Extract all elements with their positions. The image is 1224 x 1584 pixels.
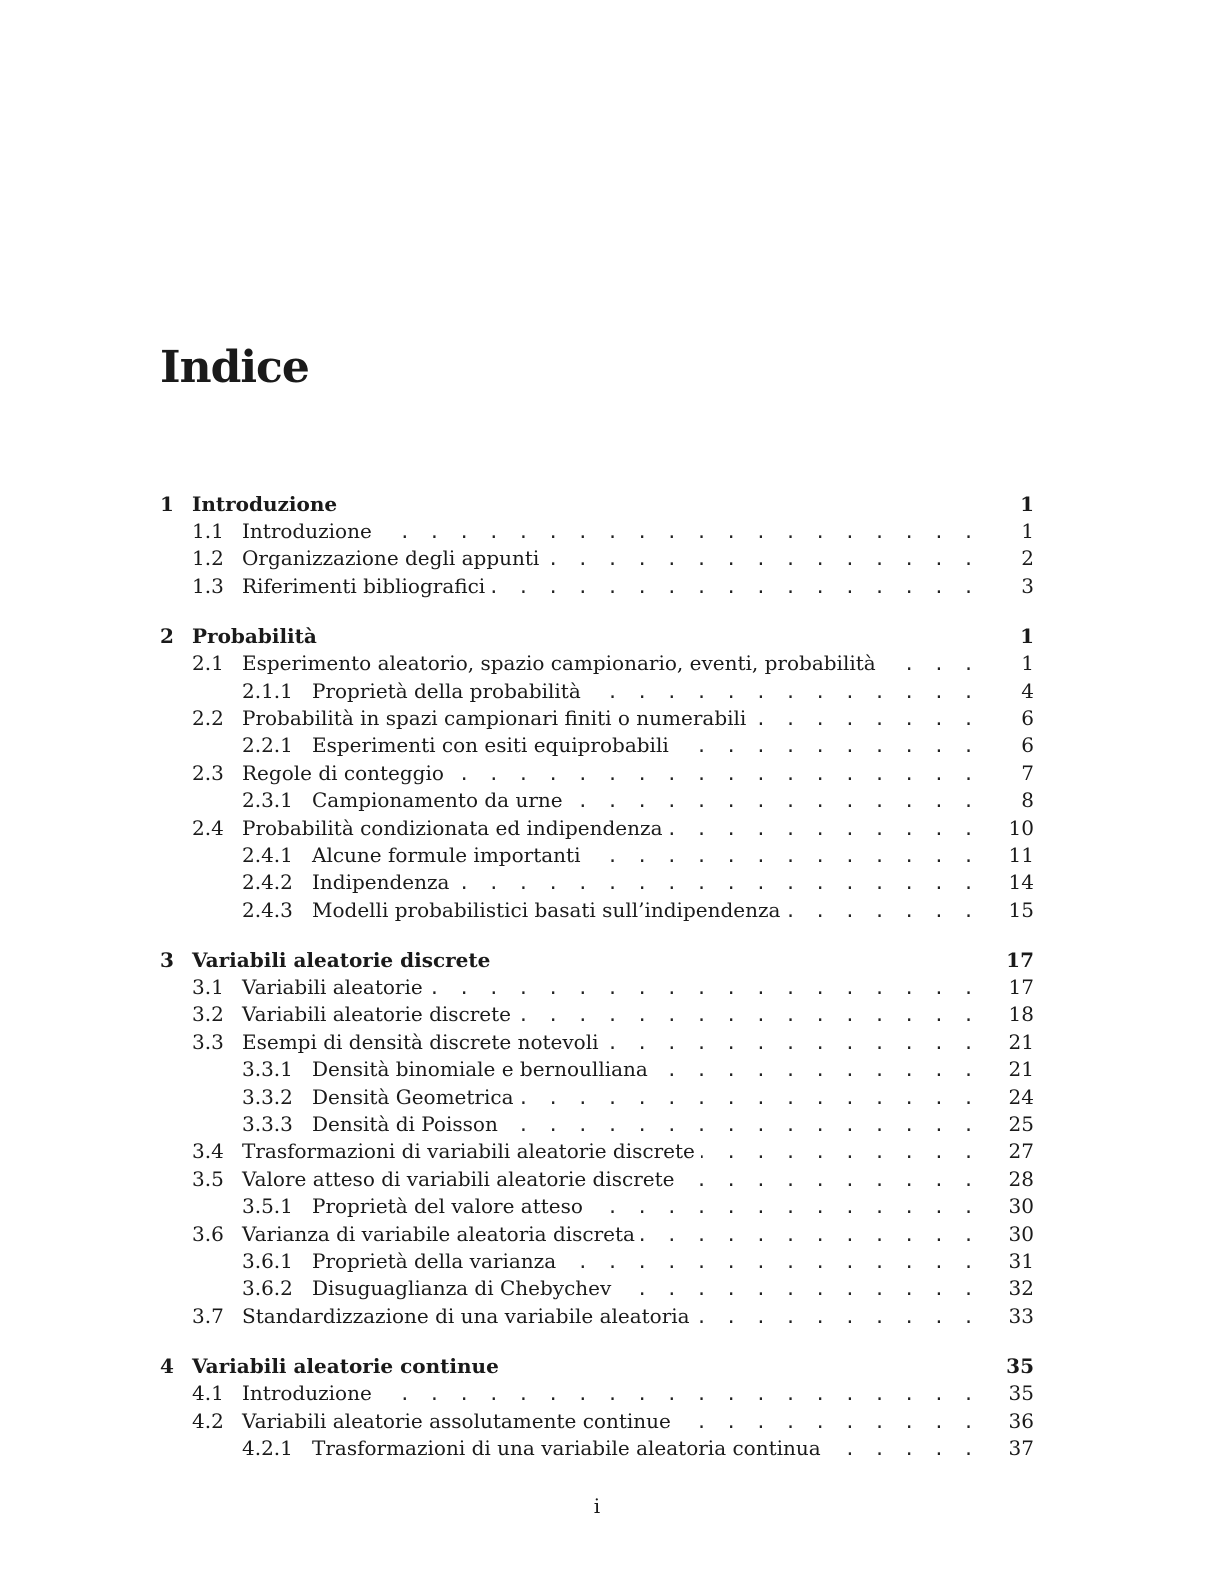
toc-entry-page: 27 <box>1008 1139 1034 1164</box>
toc-entry-title: Campionamento da urne <box>312 788 563 813</box>
dot-leader <box>450 761 978 788</box>
dot-leader <box>587 679 978 706</box>
toc-entry-page: 33 <box>1008 1303 1034 1328</box>
dot-leader <box>569 788 978 815</box>
toc-section[interactable] <box>160 545 1034 572</box>
toc-entry-title: Variabili aleatorie <box>242 975 423 1000</box>
dot-leader <box>455 870 978 897</box>
toc-entry-title: Esperimenti con esiti equiprobabili <box>312 733 669 758</box>
toc-entry-title: Alcune formule importanti <box>312 842 581 867</box>
toc-entry-number: 3.6.2 <box>242 1276 293 1301</box>
toc-subsection[interactable] <box>160 1084 1034 1111</box>
toc-entry-title: Proprietà della probabilità <box>312 678 581 703</box>
toc-entry-number: 3.7 <box>192 1303 224 1328</box>
toc-chapter-number: 3 <box>160 948 174 973</box>
toc-entry-number: 2.4 <box>192 815 224 840</box>
toc-chapter[interactable] <box>160 1352 1034 1380</box>
toc-entry-page: 21 <box>1008 1057 1034 1082</box>
toc-entry-number: 4.2 <box>192 1408 224 1433</box>
dot-leader <box>675 733 978 760</box>
dot-leader <box>680 1167 978 1194</box>
dot-leader <box>605 1030 979 1057</box>
toc-subsection[interactable] <box>160 1275 1034 1302</box>
toc-subsection[interactable] <box>160 1193 1034 1220</box>
toc-entry-page: 14 <box>1008 870 1034 895</box>
page-number: i <box>593 1494 601 1518</box>
dot-leader <box>654 1057 978 1084</box>
toc-chapter-title: Variabili aleatorie discrete <box>192 948 491 973</box>
toc-entry-title: Varianza di variabile aleatoria discreta <box>242 1221 635 1246</box>
dot-leader <box>641 1222 978 1249</box>
toc-chapter-title: Probabilità <box>192 624 317 649</box>
toc-entry-title: Standardizzazione di una variabile aleatoria <box>242 1303 690 1328</box>
toc-section[interactable] <box>160 815 1034 842</box>
toc-chapter-number: 4 <box>160 1354 174 1379</box>
toc-entry-page: 1 <box>1021 651 1034 676</box>
toc-section[interactable] <box>160 705 1034 732</box>
toc-chapter[interactable] <box>160 490 1034 518</box>
toc-entry-page: 2 <box>1021 546 1034 571</box>
toc-entry-page: 11 <box>1008 842 1034 867</box>
toc-chapter[interactable] <box>160 946 1034 974</box>
dot-leader <box>504 1112 978 1139</box>
toc-chapter-number: 1 <box>160 492 174 516</box>
toc-entry-title: Trasformazioni di una variabile aleatoria continua <box>312 1435 821 1460</box>
toc-chapter-title: Introduzione <box>192 492 338 516</box>
dot-leader <box>617 1276 978 1303</box>
toc-entry-number: 2.1.1 <box>242 678 293 703</box>
toc-entry-number: 3.4 <box>192 1139 224 1164</box>
toc-section[interactable] <box>160 1408 1034 1435</box>
dot-leader <box>696 1304 978 1331</box>
toc-entry-number: 3.3.2 <box>242 1084 293 1109</box>
dot-leader <box>586 843 978 870</box>
toc-entry-number: 2.1 <box>192 651 224 676</box>
toc-chapter[interactable] <box>160 622 1034 650</box>
toc-subsection[interactable] <box>160 732 1034 759</box>
toc-section[interactable] <box>160 760 1034 787</box>
toc-entry-title: Indipendenza <box>312 870 450 895</box>
toc-entry-page: 30 <box>1008 1194 1034 1219</box>
toc-entry-page: 17 <box>1008 975 1034 1000</box>
toc-entry-page: 37 <box>1008 1435 1034 1460</box>
toc-entry-page: 15 <box>1008 897 1034 922</box>
toc-entry-title: Densità Geometrica <box>312 1084 514 1109</box>
toc-entry-number: 3.6.1 <box>242 1248 293 1273</box>
toc-entry-title: Introduzione <box>242 519 372 543</box>
toc-entry-number: 3.5 <box>192 1166 224 1191</box>
toc-subsection[interactable] <box>160 842 1034 869</box>
toc-entry-title: Trasformazioni di variabili aleatorie discrete <box>242 1139 695 1164</box>
toc-section[interactable] <box>160 1303 1034 1330</box>
toc-entry-page: 1 <box>1021 519 1034 543</box>
toc-entry-number: 3.3.1 <box>242 1057 293 1082</box>
toc-chapter-number: 2 <box>160 624 174 649</box>
toc-entry-number: 1.1 <box>192 519 224 543</box>
dot-leader <box>429 975 978 1002</box>
toc-entry-title: Disuguaglianza di Chebychev <box>312 1276 612 1301</box>
toc-section[interactable] <box>160 518 1034 545</box>
toc-section[interactable] <box>160 1029 1034 1056</box>
toc-entry-page: 10 <box>1008 815 1034 840</box>
toc-entry-title: Esempi di densità discrete notevoli <box>242 1029 599 1054</box>
toc-entry-title: Esperimento aleatorio, spazio campionario, eventi, probabilità <box>242 651 876 676</box>
toc-entry-number: 2.2 <box>192 705 224 730</box>
toc-section[interactable] <box>160 1380 1034 1407</box>
toc-subsection[interactable] <box>160 678 1034 705</box>
toc-entry-page: 6 <box>1021 705 1034 730</box>
toc-subsection[interactable] <box>160 869 1034 896</box>
toc-chapter-page: 17 <box>1006 948 1034 973</box>
toc-chapter-page: 35 <box>1006 1354 1034 1379</box>
toc-entry-page: 36 <box>1008 1408 1034 1433</box>
toc-chapter-page: 1 <box>1020 492 1034 516</box>
toc-subsection[interactable] <box>160 1056 1034 1083</box>
dot-leader <box>786 898 978 925</box>
toc-entry-title: Variabili aleatorie discrete <box>242 1002 512 1027</box>
toc-entry-number: 4.1 <box>192 1381 224 1406</box>
dot-leader <box>677 1409 978 1436</box>
toc-entry-page: 18 <box>1008 1002 1034 1027</box>
toc-entry-page: 24 <box>1008 1084 1034 1109</box>
dot-leader <box>520 1085 978 1112</box>
toc-entry-number: 2.4.3 <box>242 897 293 922</box>
toc-entry-number: 2.4.1 <box>242 842 293 867</box>
toc-section[interactable] <box>160 573 1034 600</box>
dot-leader <box>669 816 979 843</box>
toc-subsection[interactable] <box>160 1248 1034 1275</box>
toc-entry-title: Variabili aleatorie assolutamente continue <box>242 1408 671 1433</box>
toc-entry-title: Organizzazione degli appunti <box>242 546 540 571</box>
toc-entry-title: Riferimenti bibliografici <box>242 573 486 598</box>
toc-entry-title: Introduzione <box>242 1381 372 1406</box>
toc-entry-number: 2.3.1 <box>242 788 293 813</box>
toc-entry-title: Proprietà della varianza <box>312 1248 557 1273</box>
dot-leader <box>491 574 978 601</box>
toc-section[interactable] <box>160 1166 1034 1193</box>
toc-subsection[interactable] <box>160 1111 1034 1138</box>
toc-entry-number: 2.4.2 <box>242 870 293 895</box>
toc-entry-page: 25 <box>1008 1112 1034 1137</box>
toc-entry-number: 2.3 <box>192 760 224 785</box>
toc-entry-page: 6 <box>1021 733 1034 758</box>
toc-entry-title: Modelli probabilistici basati sull’indipendenza <box>312 897 781 922</box>
dot-leader <box>378 1381 978 1408</box>
dot-leader <box>752 706 978 733</box>
toc-entry-number: 3.3 <box>192 1029 224 1054</box>
toc-entry-page: 28 <box>1008 1166 1034 1191</box>
toc-entry-page: 3 <box>1021 573 1034 598</box>
toc-entry-number: 3.2 <box>192 1002 224 1027</box>
toc-entry-title: Regole di conteggio <box>242 760 444 785</box>
toc-section[interactable] <box>160 1001 1034 1028</box>
toc-entry-number: 1.3 <box>192 573 224 598</box>
toc-entry-number: 3.3.3 <box>242 1112 293 1137</box>
dot-leader <box>882 651 978 678</box>
toc-entry-page: 31 <box>1008 1248 1034 1273</box>
dot-leader <box>545 546 978 573</box>
toc-entry-title: Valore atteso di variabili aleatorie discrete <box>242 1166 675 1191</box>
toc-chapter-page: 1 <box>1020 624 1034 649</box>
dot-leader <box>562 1249 978 1276</box>
toc-entry-number: 3.6 <box>192 1221 224 1246</box>
toc-entry-page: 30 <box>1008 1221 1034 1246</box>
toc-entry-title: Probabilità in spazi campionari finiti o numerabili <box>242 705 747 730</box>
toc-subsection[interactable] <box>160 1435 1034 1462</box>
toc-section[interactable] <box>160 650 1034 677</box>
toc-entry-number: 1.2 <box>192 546 224 571</box>
toc-entry-page: 32 <box>1008 1276 1034 1301</box>
page-title: Indice <box>160 342 309 393</box>
toc-chapter-title: Variabili aleatorie continue <box>192 1354 499 1379</box>
toc-subsection[interactable] <box>160 787 1034 814</box>
toc-section[interactable] <box>160 1221 1034 1248</box>
toc-entry-page: 4 <box>1021 678 1034 703</box>
toc-entry-page: 35 <box>1008 1381 1034 1406</box>
toc-section[interactable] <box>160 1138 1034 1165</box>
toc-entry-number: 3.1 <box>192 975 224 1000</box>
table-of-contents <box>160 490 1034 1462</box>
toc-section[interactable] <box>160 974 1034 1001</box>
toc-entry-number: 2.2.1 <box>242 733 293 758</box>
dot-leader <box>589 1194 978 1221</box>
toc-entry-title: Probabilità condizionata ed indipendenza <box>242 815 663 840</box>
dot-leader <box>517 1002 978 1029</box>
dot-leader <box>701 1139 978 1166</box>
dot-leader <box>827 1436 978 1463</box>
toc-entry-number: 4.2.1 <box>242 1435 293 1460</box>
toc-entry-title: Densità binomiale e bernoulliana <box>312 1057 648 1082</box>
toc-entry-page: 21 <box>1008 1029 1034 1054</box>
dot-leader <box>378 519 978 546</box>
toc-subsection[interactable] <box>160 897 1034 924</box>
toc-entry-number: 3.5.1 <box>242 1194 293 1219</box>
toc-entry-page: 7 <box>1021 760 1034 785</box>
toc-entry-page: 8 <box>1021 788 1034 813</box>
toc-entry-title: Proprietà del valore atteso <box>312 1194 583 1219</box>
toc-entry-title: Densità di Poisson <box>312 1112 498 1137</box>
